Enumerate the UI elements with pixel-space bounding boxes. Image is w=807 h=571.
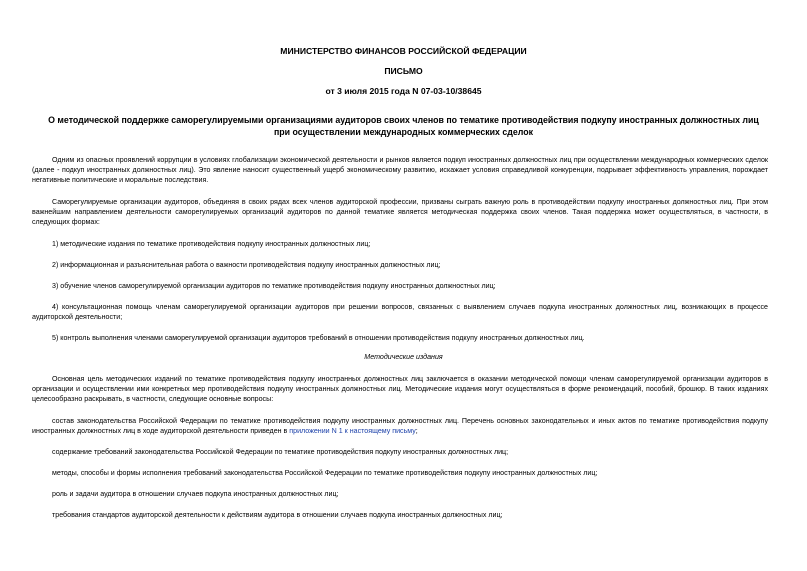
list-item-4: 4) консультационная помощь членам саморегулируемой организации аудиторов при решении вопросов, связанных с выявлением случаев подкупа иностранных должностных лиц, возникающих в процессе аудиторской деятельности; <box>32 303 768 322</box>
question-methods: методы, способы и формы исполнения требований законодательства Российской Федерации по тематике противодействия подкупу иностранных должностных лиц; <box>52 469 598 477</box>
section-subheading: Методические издания <box>364 353 443 361</box>
paragraph-methodical-goal: Основная цель методических изданий по тематике противодействия подкупу иностранных должностных лиц заключается в оказании методической помощи членам саморегулируемой организации аудиторов в организации и осуществлении ими конкретных мер противодействия подкупу иностранных должностных лиц. Методические издания могут осуществляться в форме рекомендаций, пособий, брошюр. В таких изданиях целесообразно раскрывать, в частности, следующие основные вопросы: <box>32 375 768 404</box>
list-item-1: 1) методические издания по тематике противодействия подкупу иностранных должностных лиц; <box>52 240 371 248</box>
document-date-number: от 3 июля 2015 года N 07-03-10/38645 <box>325 86 482 96</box>
title-line-1: О методической поддержке саморегулируемыми организациями аудиторов своих членов по тематике противодействия подкупу иностранных должностных лиц <box>48 115 759 125</box>
ministry-heading: МИНИСТЕРСТВО ФИНАНСОВ РОССИЙСКОЙ ФЕДЕРАЦИИ <box>280 46 527 56</box>
appendix-1-link[interactable]: приложении N 1 к настоящему письму <box>289 427 416 436</box>
question-standards: требования стандартов аудиторской деятельности к действиям аудитора в отношении случаев подкупа иностранных должностных лиц; <box>52 511 503 519</box>
list-item-3: 3) обучение членов саморегулируемой организации аудиторов по тематике противодействия подкупу иностранных должностных лиц; <box>52 282 496 290</box>
document-type: ПИСЬМО <box>384 66 423 76</box>
title-line-2: при осуществлении международных коммерческих сделок <box>273 127 534 137</box>
list-item-5: 5) контроль выполнения членами саморегулируемой организации аудиторов требований в отношении противодействия подкупу иностранных должностных лиц. <box>52 334 585 342</box>
question-requirements: содержание требований законодательства Российской Федерации по тематике противодействия подкупу иностранных должностных лиц; <box>52 448 509 456</box>
question-auditor-role: роль и задачи аудитора в отношении случаев подкупа иностранных должностных лиц; <box>52 490 339 498</box>
document-title <box>30 114 777 138</box>
list-item-2: 2) информационная и разъяснительная работа о важности противодействия подкупу иностранных должностных лиц; <box>52 261 441 269</box>
question-legislation <box>32 416 768 436</box>
paragraph-intro: Одним из опасных проявлений коррупции в условиях глобализации экономической деятельности и рынков является подкуп иностранных должностных лиц при осуществлении международных коммерческих сделок (далее - подкуп иностранных должностных лиц). Это явление наносит существенный ущерб экономическому развитию, искажает условия справедливой конкуренции, подрывает эффективность управления, порождает негативные политические и моральные последствия. <box>32 156 768 185</box>
question-legislation-text: состав законодательства Российской Федерации по тематике противодействия подкупу иностранных должностных лиц. Перечень основных законодательных и иных актов по тематике противодействия подкупу иностранных должностных лиц в ходе аудиторской деятельности приведен в <box>32 417 768 436</box>
question-legislation-end: ; <box>415 427 418 436</box>
paragraph-sro-role: Саморегулируемые организации аудиторов, объединяя в своих рядах всех членов аудиторской профессии, призваны сыграть важную роль в противодействии подкупу иностранных должностных лиц. При этом важнейшим направлением деятельности саморегулируемых организаций аудиторов по данной тематике является методическая поддержка своих членов. Такая поддержка может осуществляться, в частности, в следующих формах: <box>32 198 768 227</box>
